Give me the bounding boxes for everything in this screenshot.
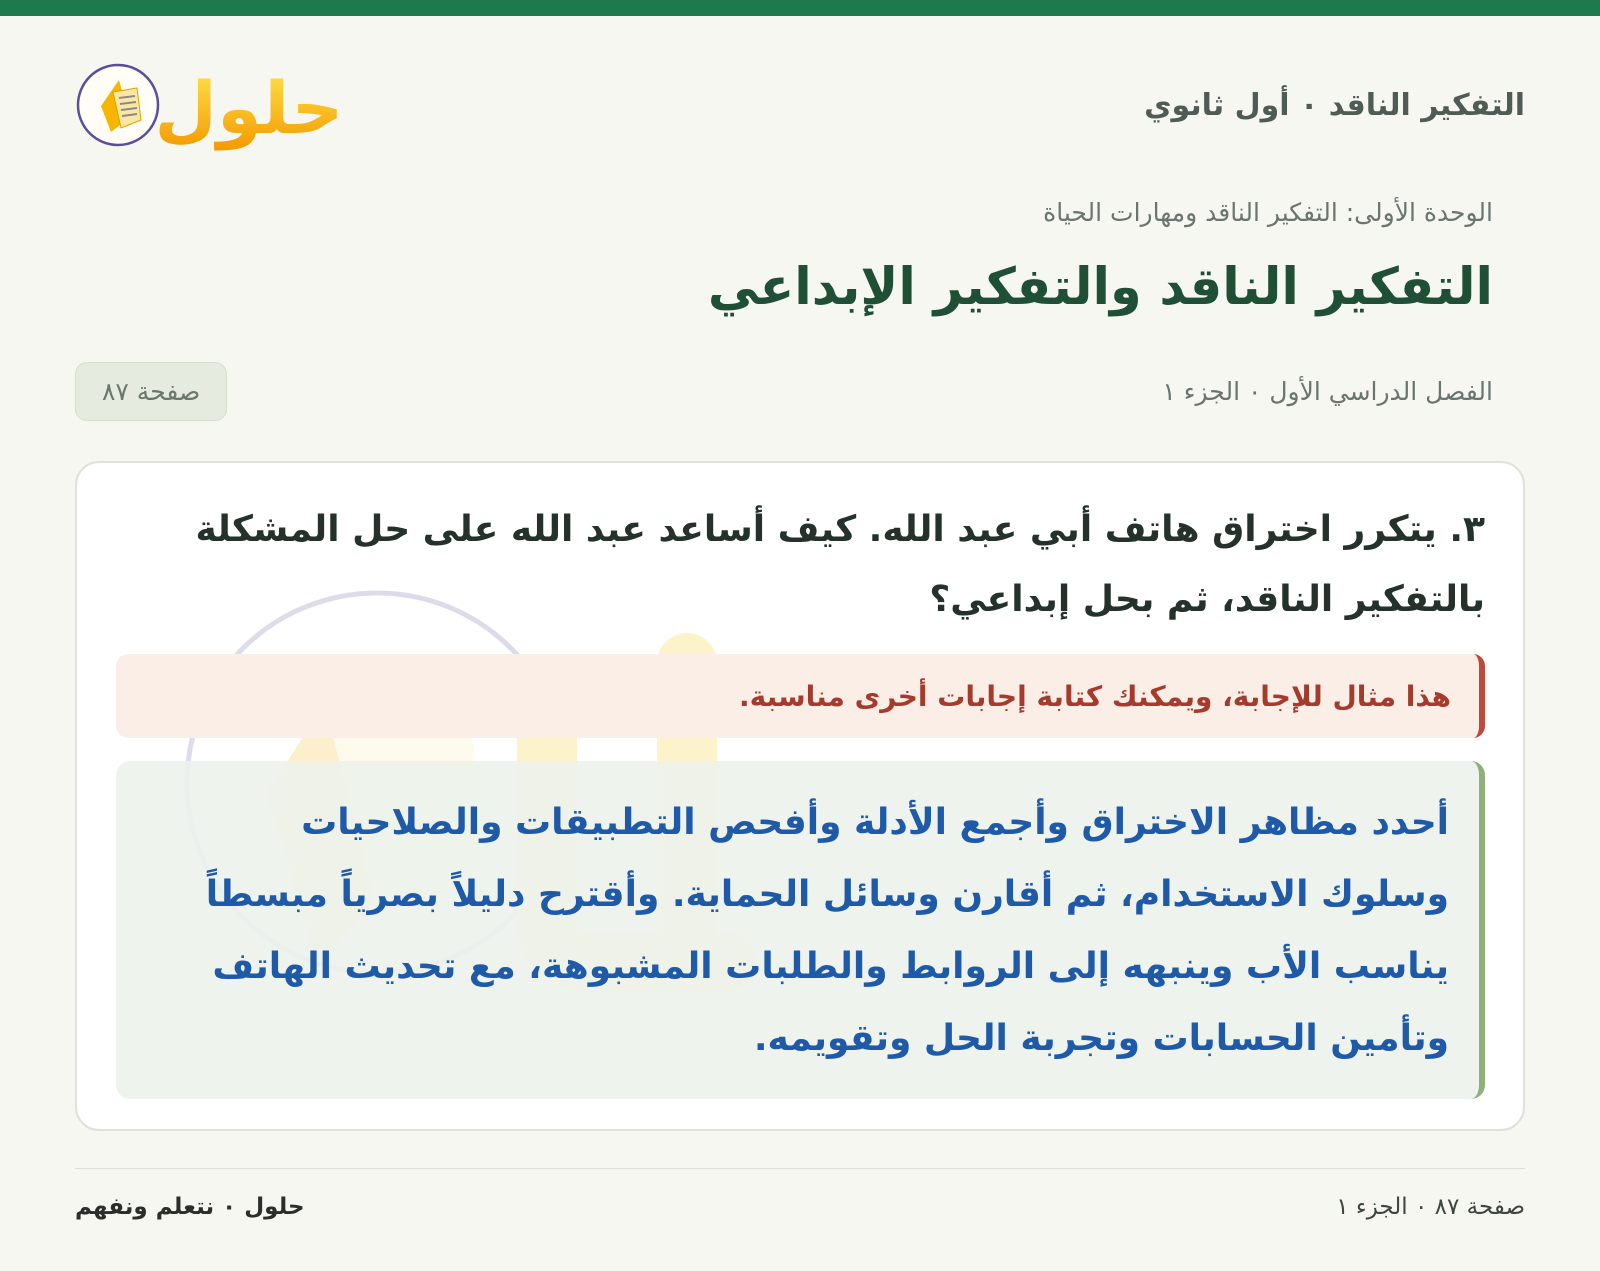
term-info: الفصل الدراسي الأول ٠ الجزء ١ bbox=[1162, 376, 1493, 406]
unit-title: الوحدة الأولى: التفكير الناقد ومهارات الحياة bbox=[1043, 198, 1493, 227]
top-accent-bar bbox=[0, 0, 1600, 16]
footer-brand: حلول ٠ نتعلم ونفهم bbox=[75, 1194, 305, 1220]
lesson-title: التفكير الناقد والتفكير الإبداعي bbox=[707, 258, 1493, 317]
page-badge: صفحة ٨٧ bbox=[75, 362, 227, 421]
answer-note: هذا مثال للإجابة، ويمكنك كتابة إجابات أخرى مناسبة. bbox=[116, 654, 1485, 738]
footer-divider bbox=[75, 1168, 1525, 1169]
logo-text: حلول bbox=[154, 66, 344, 150]
course-title: التفكير الناقد ٠ أول ثانوي bbox=[1144, 87, 1525, 123]
footer-page-info: صفحة ٨٧ ٠ الجزء ١ bbox=[1336, 1194, 1525, 1220]
logo[interactable] bbox=[75, 55, 344, 155]
question-card bbox=[75, 461, 1525, 1131]
footer bbox=[75, 1194, 1525, 1220]
logo-wordmark bbox=[154, 55, 344, 155]
question-text: ٣. يتكرر اختراق هاتف أبي عبد الله. كيف أساعد عبد الله على حل المشكلة بالتفكير الناقد، ثم بحل إبداعي؟ bbox=[195, 509, 1485, 620]
book-logo-icon bbox=[75, 62, 161, 148]
meta-row bbox=[75, 358, 1493, 424]
header bbox=[75, 52, 1525, 158]
answer-text: أحدد مظاهر الاختراق وأجمع الأدلة وأفحص التطبيقات والصلاحيات وسلوك الاستخدام، ثم أقارن وسائل الحماية. وأقترح دليلاً بصرياً مبسطاً يناسب الأب وينبهه إلى الروابط والطلبات المشبوهة، مع تحديث الهاتف وتأمين الحسابات وتجربة الحل وتقويمه. bbox=[116, 761, 1485, 1099]
